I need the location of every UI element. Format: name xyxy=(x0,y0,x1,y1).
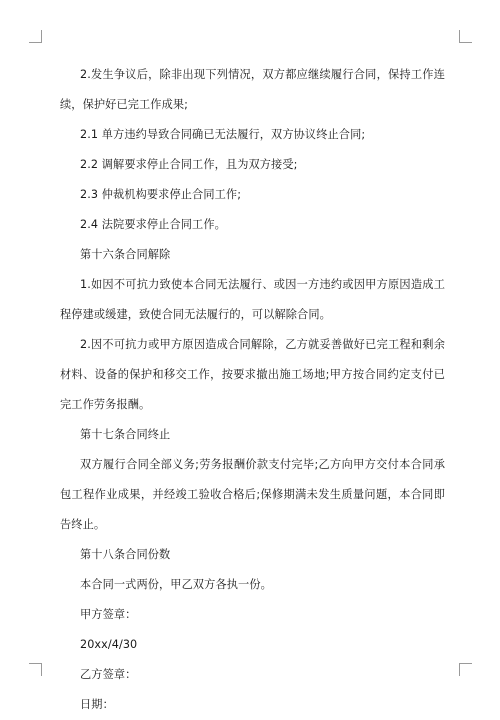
crop-mark-top-left xyxy=(29,30,42,43)
paragraph-termination-1: 1.如因不可抗力致使本合同无法履行、或因一方违约或因甲方原因造成工程停建或缓建，致使合同无法履行的，可以解除合同。 xyxy=(60,278,445,321)
paragraph-2-4: 2.4 法院要求停止合同工作。 xyxy=(80,218,226,231)
crop-mark-top-right xyxy=(459,30,472,43)
crop-mark-bottom-right xyxy=(459,663,472,676)
crop-mark-bottom-left xyxy=(29,663,42,676)
party-b-signature: 乙方签章： xyxy=(80,668,137,681)
paragraph-2-3: 2.3 仲裁机构要求停止合同工作; xyxy=(80,188,242,201)
paragraph-copies: 本合同一式两份，甲乙双方各执一份。 xyxy=(80,578,272,591)
paragraph-2-1: 2.1 单方违约导致合同确已无法履行，双方协议终止合同; xyxy=(80,128,366,141)
heading-article-18: 第十八条合同份数 xyxy=(80,548,171,561)
date-label: 日期： xyxy=(80,698,114,711)
paragraph-dispute: 2.发生争议后，除非出现下列情况，双方都应继续履行合同，保持工作连续，保护好已完工作成果; xyxy=(60,68,445,111)
heading-article-17: 第十七条合同终止 xyxy=(80,428,171,441)
paragraph-contract-end: 双方履行合同全部义务;劳务报酬价款支付完毕;乙方向甲方交付本合同承包工程作业成果，并经竣工验收合格后;保修期满未发生质量问题，本合同即告终止。 xyxy=(60,458,445,531)
document-body xyxy=(60,60,445,720)
party-a-signature: 甲方签章： xyxy=(80,608,137,621)
paragraph-termination-2: 2.因不可抗力或甲方原因造成合同解除，乙方就妥善做好已完工程和剩余材料、设备的保护和移交工作，按要求撤出施工场地;甲方按合同约定支付已完工作劳务报酬。 xyxy=(60,338,445,411)
heading-article-16: 第十六条合同解除 xyxy=(80,248,171,261)
paragraph-2-2: 2.2 调解要求停止合同工作，且为双方接受; xyxy=(80,158,298,171)
signature-date: 20xx/4/30 xyxy=(80,638,138,651)
